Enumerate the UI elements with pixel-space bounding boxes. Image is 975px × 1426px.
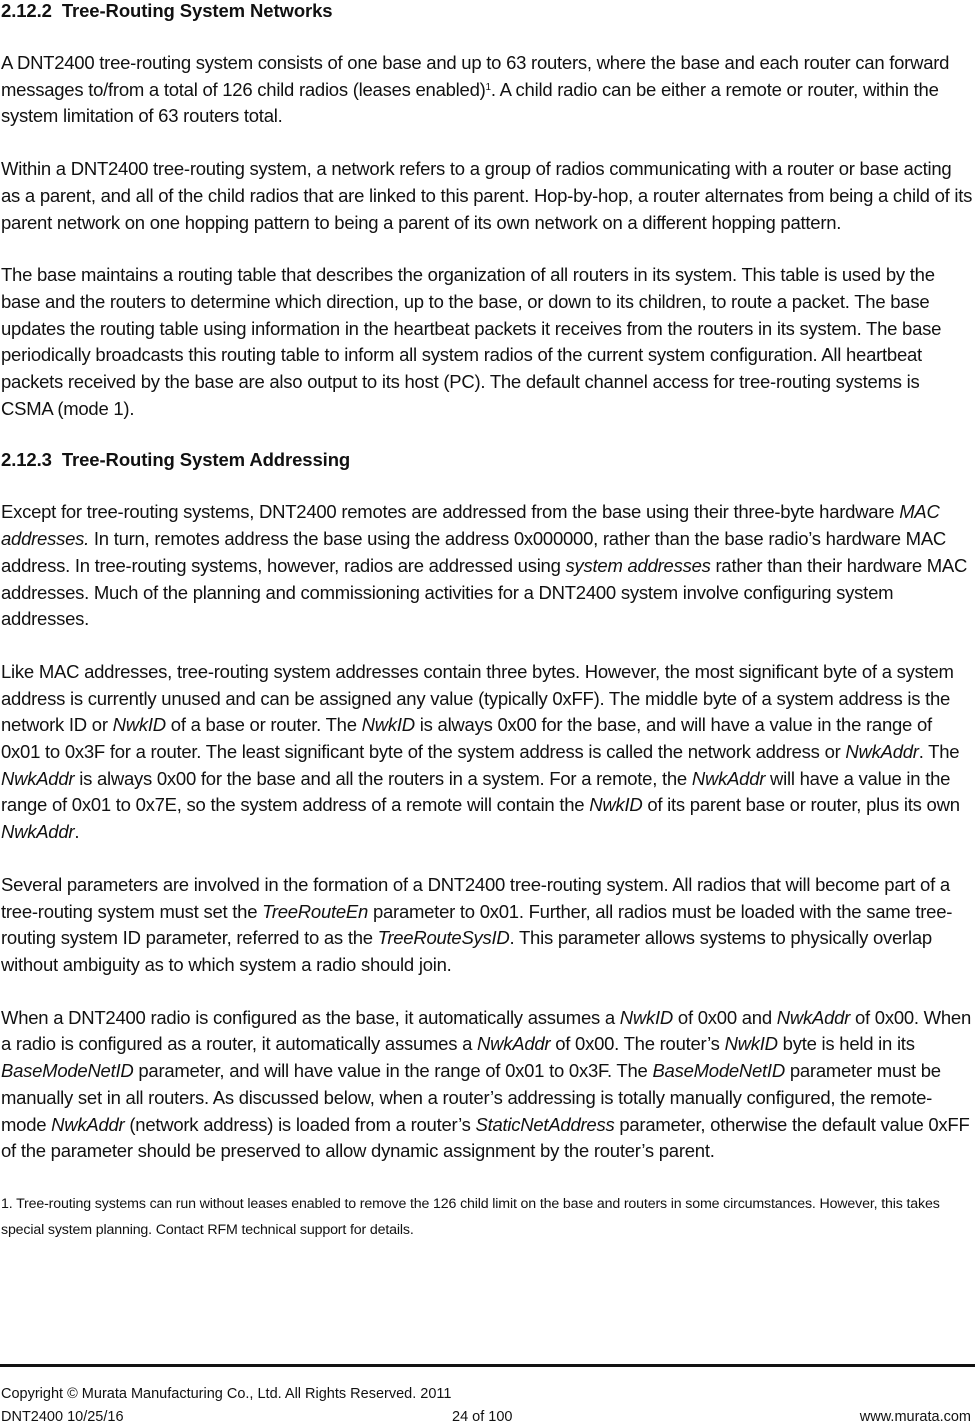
paragraph: The base maintains a routing table that describes the organization of all routers in its system. This table is used by the base and the routers to determine which direction, up to the base, or down to its children, to route a packet. The base updates the routing table using information in the heartbeat packets it receives from the routers in its system. The base periodically broadcasts this routing table to inform all system radios of the current system configuration. All heartbeat packets received by the base are also output to its host (PC). The default channel access for tree-routing systems is CSMA (mode 1). — [1, 264, 942, 419]
page-content — [1, 0, 973, 1243]
section-heading-2-12-3 — [1, 449, 973, 471]
footer-page-number: 24 of 100 — [452, 1409, 513, 1425]
section-title: Tree-Routing System Addressing — [61, 449, 351, 471]
footnote-reference[interactable]: 1 — [485, 81, 491, 93]
paragraph: Like MAC addresses, tree-routing system addresses contain three bytes. However, the most significant byte of a system address is currently unused and can be assigned any value (typically 0xFF). The middle byte of a system address is the network ID or NwkID of a base or router. The NwkID is always 0x00 for the base, and will have a value in the range of 0x01 to 0x3F for a router. The least significant byte of the system address is called the network address or NwkAddr. The NwkAddr is always 0x00 for the base and all the routers in a system. For a remote, the NwkAddr will have a value in the range of 0x01 to 0x7E, so the system address of a remote will contain the NwkID of its parent base or router, plus its own NwkAddr. — [1, 660, 960, 843]
paragraph: Within a DNT2400 tree-routing system, a network refers to a group of radios communicating with a router or base acting as a parent, and all of the child radios that are linked to this parent. Hop-by-hop, a router alternates from being a child of its parent network on one hopping pattern to being a parent of its own network on a different hopping pattern. — [1, 158, 973, 233]
footer-copyright: Copyright © Murata Manufacturing Co., Ltd. All Rights Reserved. 2011 — [1, 1386, 452, 1402]
footer-url[interactable]: www.murata.com — [859, 1409, 971, 1425]
paragraph: Several parameters are involved in the formation of a DNT2400 tree-routing system. All radios that will become part of a tree-routing system must set the TreeRouteEn parameter to 0x01. Further, all radios must be loaded with the same tree-routing system ID parameter, referred to as the TreeRouteSysID. This parameter allows systems to physically overlap without ambiguity as to which system a radio should join. — [1, 873, 953, 975]
paragraph: When a DNT2400 radio is configured as the base, it automatically assumes a NwkID of 0x00 and NwkAddr of 0x00. When a radio is configured as a router, it automatically assumes a NwkAddr of 0x00. The router’s NwkID byte is held in its BaseModeNetID parameter, and will have value in the range of 0x01 to 0x3F. The BaseModeNetID parameter must be manually set in all routers. As discussed below, when a router’s addressing is totally manually configured, the remote-mode NwkAddr (network address) is loaded from a router’s StaticNetAddress parameter, otherwise the default value 0xFF of the parameter should be preserved to allow dynamic assignment by the router’s parent. — [1, 1006, 972, 1162]
footnote: 1. Tree-routing systems can run without leases enabled to remove the 126 child limit on the base and routers in some circumstances. However, this takes special system planning. Contact RFM technical support for details. — [1, 1195, 940, 1238]
section-heading-2-12-2 — [1, 0, 973, 22]
footer-doc-id: DNT2400 10/25/16 — [1, 1409, 124, 1425]
section-number: 2.12.2 — [1, 0, 52, 21]
paragraph: A DNT2400 tree-routing system consists of one base and up to 63 routers, where the base and each router can forward messages to/from a total of 126 child radios (leases enabled)$^1$. A child radio can be either a remote or router, within the system limitation of 63 routers total. — [1, 52, 950, 127]
paragraph: Except for tree-routing systems, DNT2400 remotes are addressed from the base using their three-byte hardware MAC addresses. In turn, remotes address the base using the address 0x000000, rather than the base radio’s hardware MAC address. In tree-routing systems, however, radios are addressed using system addresses rather than their hardware MAC addresses. Much of the planning and commissioning activities for a DNT2400 system involve configuring system addresses. — [1, 501, 968, 630]
section-number: 2.12.3 — [1, 449, 52, 471]
section-title: Tree-Routing System Networks — [61, 0, 333, 21]
footer-divider — [0, 1364, 975, 1367]
